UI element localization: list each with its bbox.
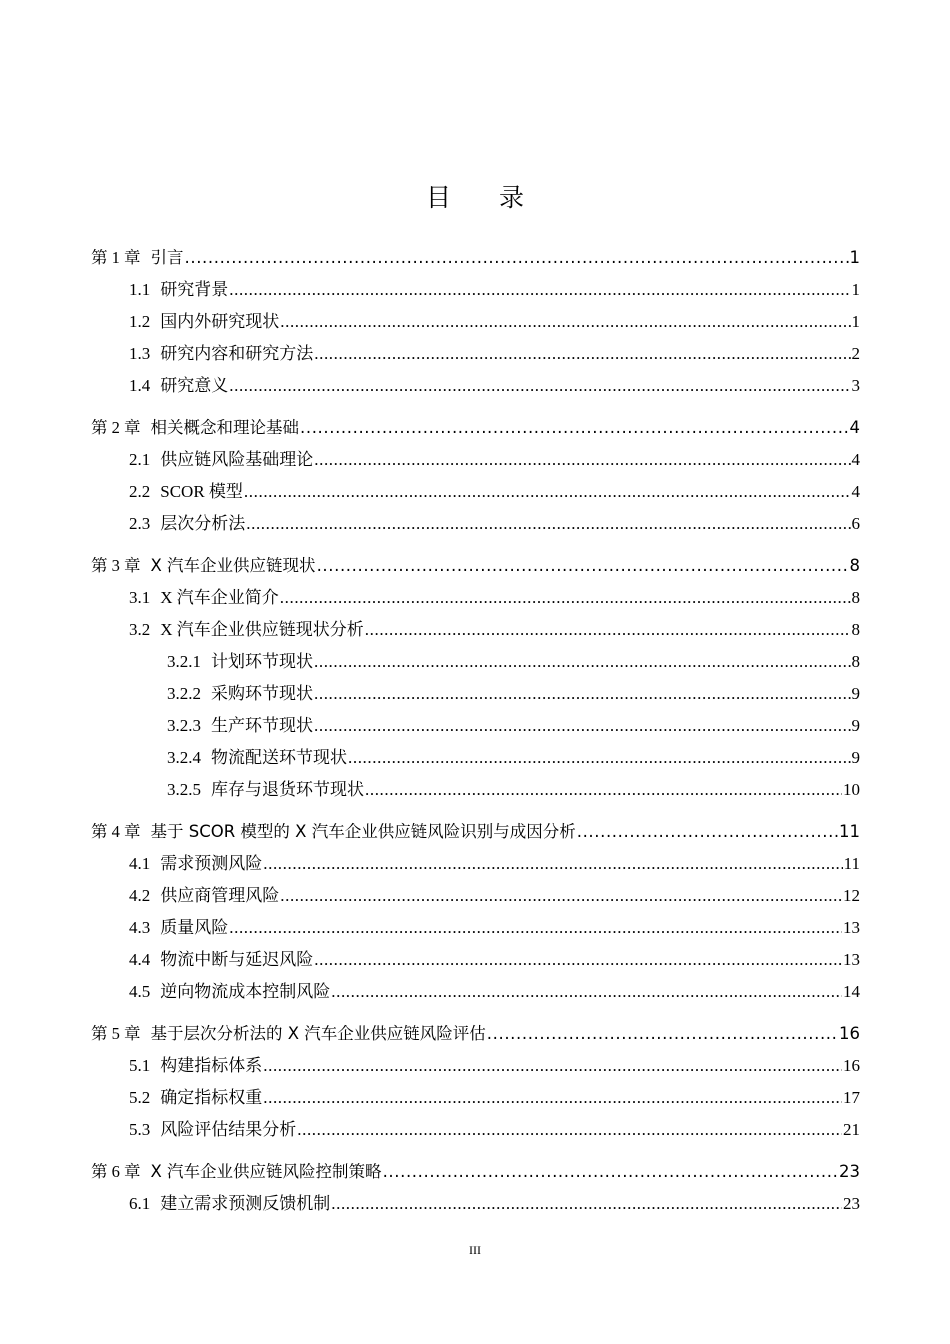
dot-leader: [263, 1050, 842, 1082]
toc-entry-title: 供应商管理风险: [160, 886, 280, 905]
toc-entry-number: 1.2: [129, 312, 151, 331]
toc-chapter-entry[interactable]: [91, 412, 860, 444]
toc-entry-number: 3.1: [129, 588, 151, 607]
dot-leader: [314, 710, 851, 742]
toc-entry-title: 生产环节现状: [211, 716, 313, 735]
toc-section-entry[interactable]: [91, 912, 860, 944]
toc-entry-page: 17: [843, 1088, 860, 1107]
toc-section-entry[interactable]: [91, 614, 860, 646]
toc-section-entry[interactable]: [91, 1188, 860, 1220]
dot-leader: [244, 476, 851, 508]
toc-entry-number: 第 6 章: [91, 1162, 141, 1181]
dot-leader: [314, 646, 851, 678]
toc-entry-number: 4.3: [129, 918, 151, 937]
dot-leader: [314, 444, 850, 476]
toc-entry-number: 2.2: [129, 482, 151, 501]
toc-entry-title: 物流中断与延迟风险: [160, 950, 314, 969]
dot-leader: [383, 1156, 838, 1188]
dot-leader: [280, 880, 842, 912]
toc-entry-title: 计划环节现状: [211, 652, 313, 671]
toc-entry-page: 8: [849, 556, 860, 575]
dot-leader: [263, 848, 842, 880]
toc-entry-number: 第 5 章: [91, 1024, 141, 1043]
toc-entry-title: 逆向物流成本控制风险: [160, 982, 331, 1001]
toc-entry-page: 2: [851, 344, 860, 363]
toc-entry-page: 11: [839, 822, 860, 841]
dot-leader: [577, 816, 838, 848]
toc-entry-title: 研究背景: [160, 280, 229, 299]
toc-section-entry[interactable]: [91, 880, 860, 912]
dot-leader: [297, 1114, 842, 1146]
dot-leader: [365, 614, 851, 646]
toc-section-entry[interactable]: [91, 370, 860, 402]
page-title: 目录: [425, 185, 572, 212]
toc-entry-number: 1.1: [129, 280, 151, 299]
dot-leader: [229, 274, 850, 306]
toc-entry-title: 基于 SCOR 模型的 X 汽车企业供应链风险识别与成因分析: [150, 822, 576, 841]
toc-entry-number: 1.3: [129, 344, 151, 363]
toc-entry-number: 5.1: [129, 1056, 151, 1075]
toc-entry-title: 库存与退货环节现状: [211, 780, 364, 799]
toc-entry-number: 3.2.2: [167, 684, 201, 703]
toc-entry-page: 16: [843, 1056, 860, 1075]
toc-entry-title: 基于层次分析法的 X 汽车企业供应链风险评估: [150, 1024, 486, 1043]
toc-entry-page: 23: [843, 1194, 860, 1213]
toc-entry-title: 风险评估结果分析: [160, 1120, 297, 1139]
toc-entry-number: 4.1: [129, 854, 151, 873]
toc-entry-number: 2.3: [129, 514, 151, 533]
toc-section-entry[interactable]: [91, 444, 860, 476]
toc-section-entry[interactable]: [91, 944, 860, 976]
toc-entry-title: 采购环节现状: [211, 684, 313, 703]
toc-section-entry[interactable]: [91, 646, 860, 678]
toc-entry-page: 21: [843, 1120, 860, 1139]
toc-chapter-entry[interactable]: [91, 550, 860, 582]
dot-leader: [487, 1018, 838, 1050]
toc-entry-title: 物流配送环节现状: [211, 748, 347, 767]
toc-section-entry[interactable]: [91, 476, 860, 508]
toc-entry-page: 13: [843, 950, 860, 969]
toc-entry-number: 4.2: [129, 886, 151, 905]
page-number: III: [469, 1243, 481, 1257]
toc-section-entry[interactable]: [91, 582, 860, 614]
toc-entry-title: 质量风险: [160, 918, 229, 937]
toc-entry-page: 8: [851, 652, 860, 671]
toc-section-entry[interactable]: [91, 710, 860, 742]
toc-section-entry[interactable]: [91, 848, 860, 880]
toc-entry-number: 第 1 章: [91, 248, 141, 267]
toc-entry-title: 构建指标体系: [160, 1056, 263, 1075]
toc-section-entry[interactable]: [91, 1114, 860, 1146]
toc-entry-number: 3.2.5: [167, 780, 201, 799]
toc-entry-title: 确定指标权重: [160, 1088, 263, 1107]
toc-entry-title: 国内外研究现状: [160, 312, 280, 331]
toc-entry-number: 第 3 章: [91, 556, 141, 575]
toc-section-entry[interactable]: [91, 1082, 860, 1114]
toc-section-entry[interactable]: [91, 1050, 860, 1082]
toc-entry-page: 4: [851, 482, 860, 501]
dot-leader: [229, 370, 850, 402]
toc-entry-number: 2.1: [129, 450, 151, 469]
toc-entry-page: 10: [843, 780, 860, 799]
toc-entry-title: 需求预测风险: [160, 854, 263, 873]
toc-entry-page: 1: [851, 280, 860, 299]
toc-entry-number: 4.4: [129, 950, 151, 969]
toc-entry-page: 23: [839, 1162, 860, 1181]
toc-entry-title: X 汽车企业供应链现状分析: [160, 620, 364, 639]
dot-leader: [314, 944, 842, 976]
toc-entry-title: 相关概念和理论基础: [150, 418, 299, 437]
toc-entry-page: 4: [849, 418, 860, 437]
table-of-contents: [91, 242, 860, 1220]
toc-entry-page: 11: [843, 854, 860, 873]
toc-section-entry[interactable]: [91, 742, 860, 774]
toc-entry-title: 引言: [150, 248, 184, 267]
toc-chapter-entry[interactable]: [91, 1018, 860, 1050]
toc-entry-page: 4: [851, 450, 860, 469]
toc-chapter-entry[interactable]: [91, 816, 860, 848]
toc-entry-number: 第 2 章: [91, 418, 141, 437]
toc-entry-page: 9: [851, 684, 860, 703]
toc-entry-title: X 汽车企业供应链风险控制策略: [150, 1162, 382, 1181]
dot-leader: [314, 678, 851, 710]
toc-entry-number: 1.4: [129, 376, 151, 395]
dot-leader: [331, 976, 842, 1008]
dot-leader: [348, 742, 851, 774]
dot-leader: [280, 582, 851, 614]
toc-entry-title: 研究意义: [160, 376, 229, 395]
toc-entry-page: 16: [839, 1024, 860, 1043]
dot-leader: [317, 550, 849, 582]
toc-section-entry[interactable]: [91, 306, 860, 338]
toc-entry-page: 1: [849, 248, 860, 267]
toc-entry-page: 9: [851, 748, 860, 767]
toc-entry-number: 6.1: [129, 1194, 151, 1213]
dot-leader: [246, 508, 850, 540]
dot-leader: [185, 242, 849, 274]
toc-section-entry[interactable]: [91, 774, 860, 806]
dot-leader: [280, 306, 850, 338]
toc-entry-title: 供应链风险基础理论: [160, 450, 314, 469]
toc-entry-page: 13: [843, 918, 860, 937]
toc-entry-number: 3.2.1: [167, 652, 201, 671]
toc-entry-page: 14: [843, 982, 860, 1001]
toc-entry-number: 3.2.4: [167, 748, 201, 767]
toc-entry-number: 第 4 章: [91, 822, 141, 841]
toc-entry-page: 1: [851, 312, 860, 331]
toc-entry-number: 5.2: [129, 1088, 151, 1107]
toc-section-entry[interactable]: [91, 508, 860, 540]
toc-entry-title: 建立需求预测反馈机制: [160, 1194, 331, 1213]
dot-leader: [331, 1188, 842, 1220]
dot-leader: [314, 338, 850, 370]
toc-entry-page: 12: [843, 886, 860, 905]
toc-entry-number: 5.3: [129, 1120, 151, 1139]
toc-entry-page: 8: [851, 620, 860, 639]
toc-entry-number: 3.2: [129, 620, 151, 639]
toc-entry-title: X 汽车企业简介: [160, 588, 279, 607]
toc-entry-title: 研究内容和研究方法: [160, 344, 314, 363]
toc-entry-page: 9: [851, 716, 860, 735]
dot-leader: [263, 1082, 842, 1114]
toc-entry-number: 4.5: [129, 982, 151, 1001]
toc-entry-page: 6: [851, 514, 860, 533]
toc-entry-title: 层次分析法: [160, 514, 246, 533]
toc-entry-title: X 汽车企业供应链现状: [150, 556, 316, 575]
dot-leader: [365, 774, 842, 806]
toc-entry-page: 3: [851, 376, 860, 395]
toc-chapter-entry[interactable]: [91, 242, 860, 274]
toc-entry-number: 3.2.3: [167, 716, 201, 735]
toc-chapter-entry[interactable]: [91, 1156, 860, 1188]
toc-entry-title: SCOR 模型: [160, 482, 243, 501]
toc-section-entry[interactable]: [91, 678, 860, 710]
toc-section-entry[interactable]: [91, 274, 860, 306]
toc-section-entry[interactable]: [91, 976, 860, 1008]
dot-leader: [300, 412, 849, 444]
toc-section-entry[interactable]: [91, 338, 860, 370]
toc-entry-page: 8: [851, 588, 860, 607]
dot-leader: [229, 912, 842, 944]
